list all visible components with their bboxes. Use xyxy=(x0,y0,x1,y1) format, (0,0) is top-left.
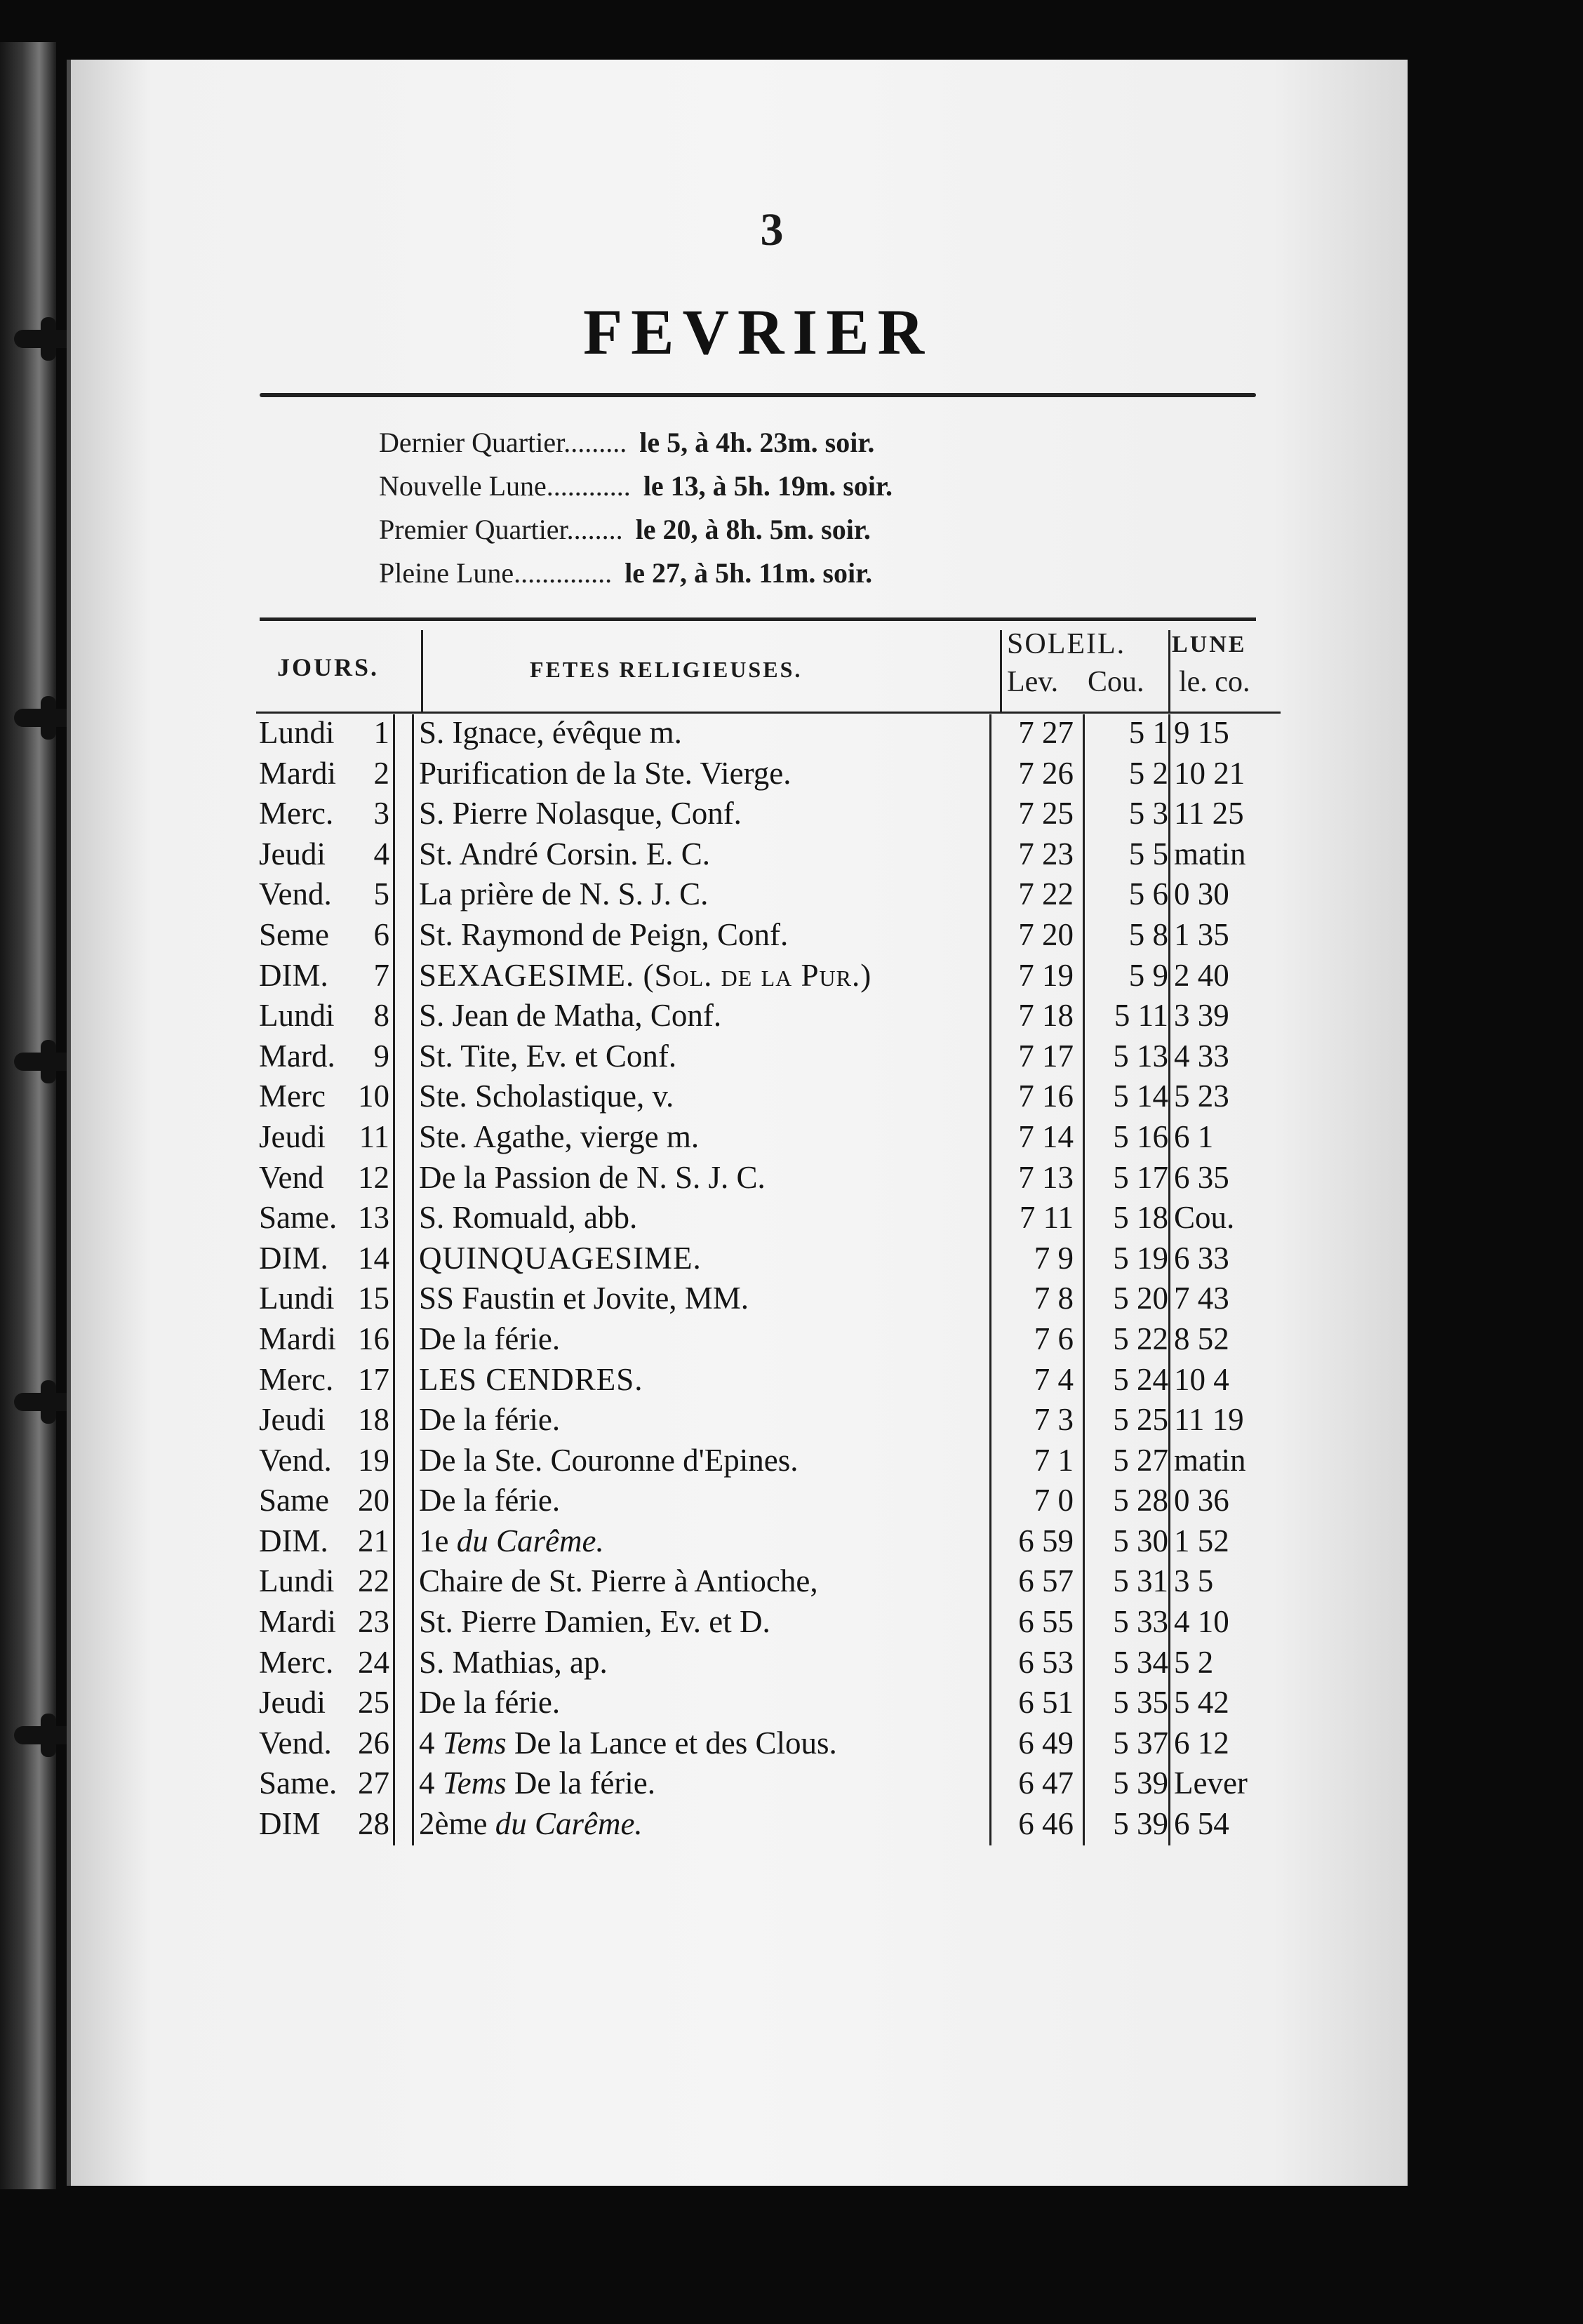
calendar-row xyxy=(256,1521,1281,1562)
feast-text: Tems xyxy=(442,1725,507,1761)
day-name: Mardi xyxy=(259,1604,336,1640)
moon-phase-date: le 27, à 5h. 11m. soir. xyxy=(624,557,873,589)
sunrise-time: 7 23 xyxy=(1018,836,1074,872)
day-number: 6 xyxy=(373,916,389,952)
feast-text: S. Romuald, abb. xyxy=(419,1200,638,1236)
day-name: Mardi xyxy=(259,1321,336,1356)
day-number: 2 xyxy=(373,755,389,791)
sunset-time: 5 5 xyxy=(1128,836,1168,872)
feast-text: St. André Corsin. E. C. xyxy=(419,836,711,872)
feast-name xyxy=(419,1036,676,1077)
day-number: 24 xyxy=(358,1644,389,1680)
sunrise-time: 7 20 xyxy=(1018,916,1074,952)
day-number: 28 xyxy=(358,1806,389,1842)
feast-name xyxy=(419,713,682,754)
feast-text: du Carême. xyxy=(456,1523,604,1558)
sunset-time: 5 9 xyxy=(1128,957,1168,993)
day-name: Merc xyxy=(259,1078,326,1114)
moon-time: 4 33 xyxy=(1174,1038,1229,1074)
calendar-row xyxy=(256,1278,1281,1319)
day-number: 4 xyxy=(373,836,389,872)
calendar-row xyxy=(256,834,1281,875)
moon-phases xyxy=(379,421,1151,595)
feast-text: 4 xyxy=(419,1765,443,1801)
feast-name xyxy=(419,1076,674,1117)
day-name: Same. xyxy=(259,1200,338,1236)
day-number: 9 xyxy=(373,1038,389,1074)
day-number: 17 xyxy=(358,1361,389,1397)
day-name: Same. xyxy=(259,1765,338,1801)
moon-time: 6 35 xyxy=(1174,1159,1229,1195)
sunset-time: 5 33 xyxy=(1113,1604,1168,1640)
sunset-time: 5 39 xyxy=(1113,1806,1168,1842)
sunrise-time: 7 9 xyxy=(1034,1240,1074,1276)
day-name: Vend xyxy=(259,1159,324,1195)
feast-name xyxy=(419,1723,837,1764)
day-number: 19 xyxy=(358,1442,389,1478)
day-number: 20 xyxy=(358,1483,389,1518)
sunset-time: 5 13 xyxy=(1113,1038,1168,1074)
header-soleil: SOLEIL. xyxy=(1007,628,1126,660)
moon-time: 1 52 xyxy=(1174,1523,1229,1558)
feast-name xyxy=(419,754,792,794)
feast-text: S. Pierre Nolasque, Conf. xyxy=(419,796,742,832)
feast-text: De la Passion de N. S. J. C. xyxy=(419,1159,766,1195)
calendar-row xyxy=(256,1602,1281,1643)
moon-phase-name: Nouvelle Lune............ xyxy=(379,470,631,502)
sunrise-time: 7 4 xyxy=(1034,1361,1074,1397)
day-number: 27 xyxy=(358,1765,389,1801)
calendar-row xyxy=(256,1360,1281,1401)
feast-name xyxy=(419,1360,643,1401)
facing-page-edge xyxy=(0,42,56,2189)
sunrise-time: 6 59 xyxy=(1018,1523,1074,1558)
calendar-row xyxy=(256,1036,1281,1077)
day-name: Seme xyxy=(259,916,329,952)
feast-name xyxy=(419,1117,699,1158)
sunrise-time: 7 1 xyxy=(1034,1442,1074,1478)
feast-text: De la férie. xyxy=(419,1483,561,1518)
sunrise-time: 7 13 xyxy=(1018,1159,1074,1195)
day-number: 22 xyxy=(358,1563,389,1599)
moon-phase-item xyxy=(379,552,1151,595)
day-number: 13 xyxy=(358,1200,389,1236)
header-lune: LUNE xyxy=(1172,632,1247,657)
calendar-row xyxy=(256,956,1281,996)
title-divider xyxy=(260,393,1256,397)
feast-text: Chaire de St. Pierre à Antioche, xyxy=(419,1563,818,1599)
day-name: Same xyxy=(259,1483,329,1518)
feast-text: De la férie. xyxy=(506,1765,656,1801)
day-name: DIM. xyxy=(259,1240,328,1276)
sunrise-time: 7 3 xyxy=(1034,1402,1074,1438)
header-le-co: le. co. xyxy=(1179,666,1250,698)
header-cou: Cou. xyxy=(1088,666,1144,698)
calendar-rows xyxy=(256,713,1281,1845)
sunrise-time: 7 26 xyxy=(1018,755,1074,791)
feast-name xyxy=(419,1481,560,1521)
moon-time: 2 40 xyxy=(1174,957,1229,993)
feast-text: St. Raymond de Peign, Conf. xyxy=(419,916,789,952)
day-name: Lundi xyxy=(259,1281,335,1316)
moon-time: 9 15 xyxy=(1174,715,1229,750)
day-name: Merc. xyxy=(259,796,334,832)
feast-name xyxy=(419,1441,799,1481)
day-number: 16 xyxy=(358,1321,389,1356)
sunset-time: 5 2 xyxy=(1128,755,1168,791)
moon-phase-name: Dernier Quartier......... xyxy=(379,427,627,458)
feast-name xyxy=(419,996,721,1036)
sunset-time: 5 24 xyxy=(1113,1361,1168,1397)
sunset-time: 5 39 xyxy=(1113,1765,1168,1801)
feast-name xyxy=(419,834,710,875)
feast-text: LES CENDRES. xyxy=(419,1361,643,1397)
moon-time: 5 23 xyxy=(1174,1078,1229,1114)
moon-time: 10 4 xyxy=(1174,1361,1229,1397)
feast-name xyxy=(419,1643,608,1683)
day-name: Vend. xyxy=(259,1725,332,1761)
sunrise-time: 7 19 xyxy=(1018,957,1074,993)
day-name: Merc. xyxy=(259,1644,334,1680)
moon-time: 11 19 xyxy=(1174,1402,1244,1438)
moon-time: 10 21 xyxy=(1174,755,1245,791)
feast-name xyxy=(419,915,788,956)
day-name: Jeudi xyxy=(259,1685,326,1721)
moon-time: 6 54 xyxy=(1174,1806,1229,1842)
day-name: Lundi xyxy=(259,998,335,1034)
sunrise-time: 7 8 xyxy=(1034,1281,1074,1316)
day-name: Jeudi xyxy=(259,1118,326,1154)
day-number: 23 xyxy=(358,1604,389,1640)
feast-text: Ste. Agathe, vierge m. xyxy=(419,1118,700,1154)
calendar-row xyxy=(256,1158,1281,1198)
moon-time: 4 10 xyxy=(1174,1604,1229,1640)
calendar-row xyxy=(256,996,1281,1036)
sunset-time: 5 11 xyxy=(1114,998,1168,1034)
moon-time: 6 33 xyxy=(1174,1240,1229,1276)
feast-name xyxy=(419,1804,643,1845)
feast-text: S. Mathias, ap. xyxy=(419,1644,608,1680)
calendar-row xyxy=(256,915,1281,956)
calendar-row xyxy=(256,1763,1281,1804)
moon-time: 3 5 xyxy=(1174,1563,1214,1599)
header-jours: JOURS. xyxy=(277,653,380,681)
sunset-time: 5 20 xyxy=(1113,1281,1168,1316)
sunrise-time: 7 6 xyxy=(1034,1321,1074,1356)
moon-time: 5 2 xyxy=(1174,1644,1214,1680)
calendar-row xyxy=(256,1683,1281,1723)
sunset-time: 5 16 xyxy=(1113,1118,1168,1154)
moon-time: 0 30 xyxy=(1174,876,1229,912)
sunrise-time: 7 11 xyxy=(1019,1200,1074,1236)
feast-text: De la Lance et des Clous. xyxy=(506,1725,837,1761)
page-number: 3 xyxy=(760,204,784,255)
moon-phase-name: Premier Quartier........ xyxy=(379,514,623,545)
moon-time: 1 35 xyxy=(1174,916,1229,952)
calendar-row xyxy=(256,1804,1281,1845)
feast-text: De la férie. xyxy=(419,1685,561,1721)
sunset-time: 5 35 xyxy=(1113,1685,1168,1721)
feast-text: du Carême. xyxy=(495,1806,643,1842)
day-number: 8 xyxy=(373,998,389,1034)
sunset-time: 5 19 xyxy=(1113,1240,1168,1276)
calendar-row xyxy=(256,874,1281,915)
feast-name xyxy=(419,794,742,834)
feast-name xyxy=(419,1158,766,1198)
feast-text: Ste. Scholastique, v. xyxy=(419,1078,674,1114)
sunrise-time: 6 57 xyxy=(1018,1563,1074,1599)
calendar-row xyxy=(256,794,1281,834)
moon-time: 6 1 xyxy=(1174,1118,1214,1154)
feast-name xyxy=(419,1561,818,1602)
header-lev: Lev. xyxy=(1007,666,1059,698)
sunrise-time: 7 25 xyxy=(1018,796,1074,832)
day-number: 10 xyxy=(358,1078,389,1114)
sunrise-time: 6 51 xyxy=(1018,1685,1074,1721)
sunset-time: 5 37 xyxy=(1113,1725,1168,1761)
day-name: DIM xyxy=(259,1806,321,1842)
moon-phase-item xyxy=(379,421,1151,465)
sunset-time: 5 17 xyxy=(1113,1159,1168,1195)
moon-phase-date: le 13, à 5h. 19m. soir. xyxy=(643,470,893,502)
sunset-time: 5 3 xyxy=(1128,796,1168,832)
moon-time: 5 42 xyxy=(1174,1685,1229,1721)
sunset-time: 5 31 xyxy=(1113,1563,1168,1599)
day-number: 14 xyxy=(358,1240,389,1276)
feast-name xyxy=(419,1763,655,1804)
day-name: Merc. xyxy=(259,1361,334,1397)
day-name: Mardi xyxy=(259,755,336,791)
feast-name xyxy=(419,956,871,996)
sunrise-time: 7 0 xyxy=(1034,1483,1074,1518)
feast-name xyxy=(419,1238,702,1279)
moon-time: 0 36 xyxy=(1174,1483,1229,1518)
header-divider xyxy=(1168,630,1170,713)
moon-time: 6 12 xyxy=(1174,1725,1229,1761)
feast-text: 1e xyxy=(419,1523,457,1558)
feast-name xyxy=(419,1319,560,1360)
feast-text: La prière de N. S. J. C. xyxy=(419,876,709,912)
moon-time: 7 43 xyxy=(1174,1281,1229,1316)
feast-text: De la Ste. Couronne d'Epines. xyxy=(419,1442,799,1478)
header-divider xyxy=(421,630,423,713)
day-number: 1 xyxy=(373,715,389,750)
feast-text: De la férie. xyxy=(419,1402,561,1438)
day-number: 25 xyxy=(358,1685,389,1721)
feast-name xyxy=(419,1683,560,1723)
calendar-row xyxy=(256,754,1281,794)
feast-text: St. Tite, Ev. et Conf. xyxy=(419,1038,677,1074)
calendar-row xyxy=(256,1238,1281,1279)
header-divider xyxy=(1000,630,1002,713)
sunset-time: 5 28 xyxy=(1113,1483,1168,1518)
feast-text: S. Ignace, évêque m. xyxy=(419,715,682,750)
calendar-row xyxy=(256,713,1281,754)
sunrise-time: 6 49 xyxy=(1018,1725,1074,1761)
day-number: 26 xyxy=(358,1725,389,1761)
calendar-row xyxy=(256,1441,1281,1481)
feast-text: QUINQUAGESIME. xyxy=(419,1240,702,1276)
feast-text: S. Jean de Matha, Conf. xyxy=(419,998,722,1034)
day-number: 18 xyxy=(358,1402,389,1438)
feast-name xyxy=(419,1198,637,1238)
sunrise-time: 6 53 xyxy=(1018,1644,1074,1680)
day-number: 12 xyxy=(358,1159,389,1195)
day-number: 11 xyxy=(359,1118,389,1154)
feast-name xyxy=(419,1278,749,1319)
day-number: 3 xyxy=(373,796,389,832)
sunset-time: 5 14 xyxy=(1113,1078,1168,1114)
feast-text: Tems xyxy=(442,1765,507,1801)
day-number: 5 xyxy=(373,876,389,912)
calendar-row xyxy=(256,1198,1281,1238)
day-number: 21 xyxy=(358,1523,389,1558)
day-number: 7 xyxy=(373,957,389,993)
calendar-row xyxy=(256,1117,1281,1158)
day-name: Jeudi xyxy=(259,836,326,872)
day-name: Jeudi xyxy=(259,1402,326,1438)
moon-phase-item xyxy=(379,508,1151,552)
sunrise-time: 7 14 xyxy=(1018,1118,1074,1154)
moon-phase-date: le 20, à 8h. 5m. soir. xyxy=(635,514,871,545)
sunset-time: 5 27 xyxy=(1113,1442,1168,1478)
day-number: 15 xyxy=(358,1281,389,1316)
moon-time: matin xyxy=(1174,1442,1246,1478)
month-title: FEVRIER xyxy=(582,296,933,368)
moon-time: 3 39 xyxy=(1174,998,1229,1034)
calendar-row xyxy=(256,1481,1281,1521)
feast-text: 4 xyxy=(419,1725,443,1761)
sunset-time: 5 8 xyxy=(1128,916,1168,952)
moon-time: Lever xyxy=(1174,1765,1248,1801)
feast-text: Purification de la Ste. Vierge. xyxy=(419,755,792,791)
moon-time: 11 25 xyxy=(1174,796,1244,832)
sunrise-time: 7 22 xyxy=(1018,876,1074,912)
calendar-row xyxy=(256,1723,1281,1764)
feast-text: SS Faustin et Jovite, MM. xyxy=(419,1281,749,1316)
feast-text: 2ème xyxy=(419,1806,495,1842)
calendar-row xyxy=(256,1076,1281,1117)
feast-name xyxy=(419,1400,560,1441)
header-fetes: FETES RELIGIEUSES. xyxy=(530,657,803,682)
day-name: Mard. xyxy=(259,1038,335,1074)
sunset-time: 5 34 xyxy=(1113,1644,1168,1680)
moon-phase-item xyxy=(379,465,1151,508)
feast-text: St. Pierre Damien, Ev. et D. xyxy=(419,1604,770,1640)
calendar-row xyxy=(256,1319,1281,1360)
feast-text: De la férie. xyxy=(419,1321,561,1356)
day-name: Lundi xyxy=(259,1563,335,1599)
sunset-time: 5 18 xyxy=(1113,1200,1168,1236)
moon-time: Cou. xyxy=(1174,1200,1235,1236)
table-top-rule xyxy=(260,617,1256,621)
day-name: Vend. xyxy=(259,876,332,912)
feast-text: SEXAGESIME. (Sol. de la Pur.) xyxy=(419,957,872,993)
sunrise-time: 7 16 xyxy=(1018,1078,1074,1114)
sunset-time: 5 25 xyxy=(1113,1402,1168,1438)
sunrise-time: 6 47 xyxy=(1018,1765,1074,1801)
sunset-time: 5 22 xyxy=(1113,1321,1168,1356)
sunrise-time: 7 17 xyxy=(1018,1038,1074,1074)
moon-phase-name: Pleine Lune.............. xyxy=(379,557,613,589)
day-name: DIM. xyxy=(259,1523,328,1558)
sunset-time: 5 1 xyxy=(1128,715,1168,750)
sunset-time: 5 6 xyxy=(1128,876,1168,912)
calendar-row xyxy=(256,1400,1281,1441)
moon-phase-date: le 5, à 4h. 23m. soir. xyxy=(639,427,875,458)
day-name: Lundi xyxy=(259,715,335,750)
sunrise-time: 7 27 xyxy=(1018,715,1074,750)
sunrise-time: 6 46 xyxy=(1018,1806,1074,1842)
moon-time: matin xyxy=(1174,836,1246,872)
calendar-row xyxy=(256,1643,1281,1683)
calendar-row xyxy=(256,1561,1281,1602)
feast-name xyxy=(419,1602,770,1643)
feast-name xyxy=(419,1521,604,1562)
feast-name xyxy=(419,874,708,915)
moon-time: 8 52 xyxy=(1174,1321,1229,1356)
sunrise-time: 6 55 xyxy=(1018,1604,1074,1640)
day-name: DIM. xyxy=(259,957,328,993)
sunrise-time: 7 18 xyxy=(1018,998,1074,1034)
sunset-time: 5 30 xyxy=(1113,1523,1168,1558)
day-name: Vend. xyxy=(259,1442,332,1478)
